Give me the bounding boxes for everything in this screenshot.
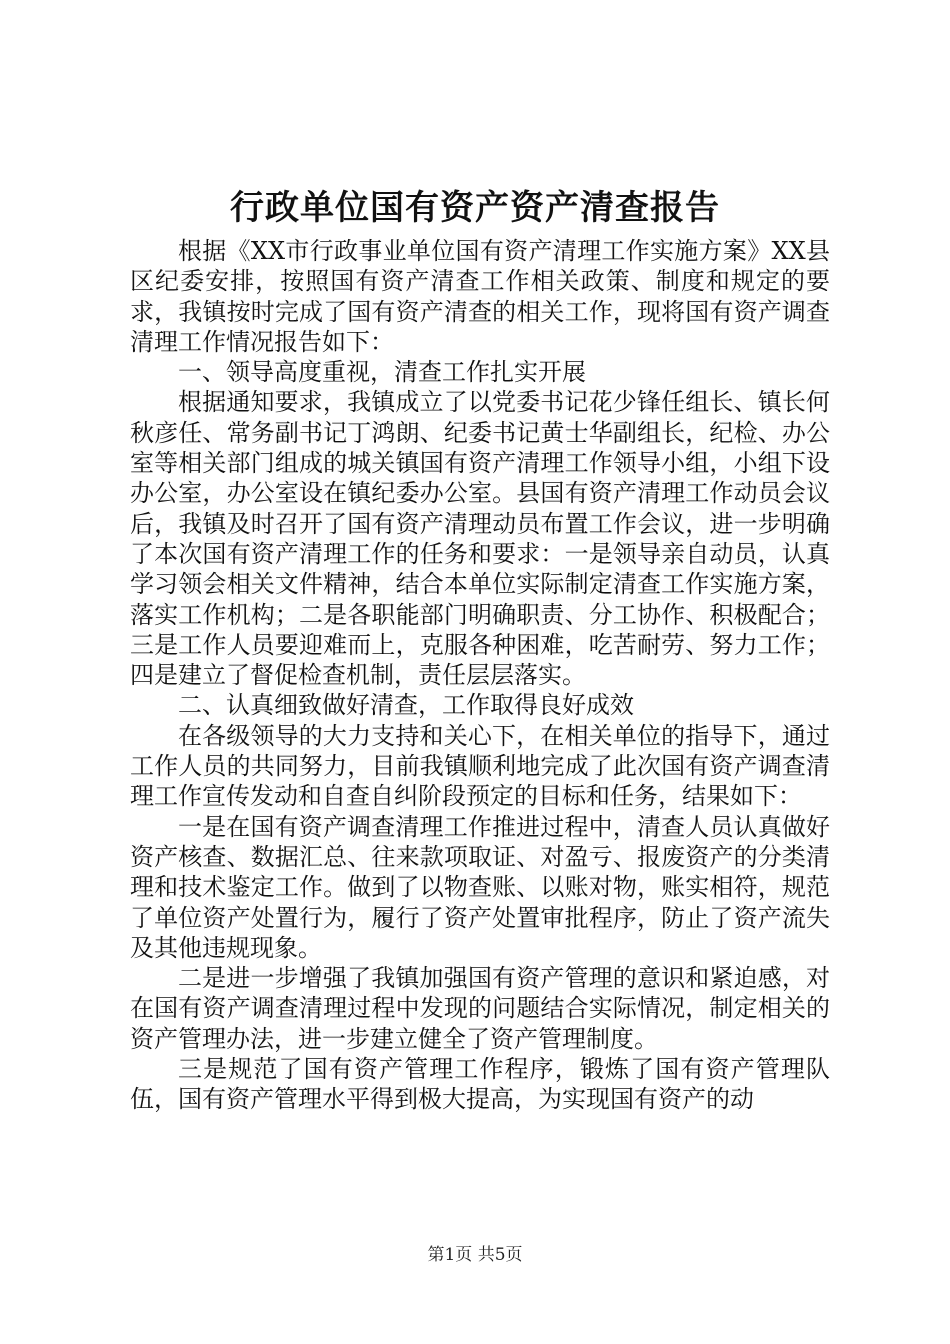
section-heading-2: 二、认真细致做好清查，工作取得良好成效 (178, 691, 634, 720)
paragraph-result-1: 一是在国有资产调查清理工作推进过程中，清查人员认真做好资产核查、数据汇总、往来款项取证、对盈亏、报废资产的分类清理和技术鉴定工作。做到了以物查账、以账对物，账实相符，规范了单位资产处置行为，履行了资产处置审批程序，防止了资产流失及其他违规现象。 (130, 812, 830, 962)
paragraph-result-3: 三是规范了国有资产管理工作程序，锻炼了国有资产管理队伍，国有资产管理水平得到极大提高，为实现国有资产的动 (130, 1055, 830, 1114)
document-title: 行政单位国有资产资产清查报告 (230, 188, 720, 228)
paragraph-intro: 根据《XX市行政事业单位国有资产清理工作实施方案》XX县区纪委安排，按照国有资产清查工作相关政策、制度和规定的要求，我镇按时完成了国有资产清查的相关工作，现将国有资产调查清理工作情况报告如下： (130, 237, 830, 356)
document-body (130, 236, 830, 1115)
paragraph-results-intro: 在各级领导的大力支持和关心下，在相关单位的指导下，通过工作人员的共同努力，目前我镇顺利地完成了此次国有资产调查清理工作宣传发动和自查自纠阶段预定的目标和任务，结果如下： (130, 721, 830, 811)
paragraph-leadership: 根据通知要求，我镇成立了以党委书记花少锋任组长、镇长何秋彦任、常务副书记丁鸿朗、纪委书记黄士华副组长，纪检、办公室等相关部门组成的城关镇国有资产清理工作领导小组，小组下设办公室，办公室设在镇纪委办公室。县国有资产清理工作动员会议后，我镇及时召开了国有资产清理动员布置工作会议，进一步明确了本次国有资产清理工作的任务和要求：一是领导亲自动员，认真学习领会相关文件精神，结合本单位实际制定清查工作实施方案，落实工作机构；二是各职能部门明确职责、分工协作、积极配合；三是工作人员要迎难而上，克服各种困难，吃苦耐劳、努力工作；四是建立了督促检查机制，责任层层落实。 (130, 388, 830, 690)
page-number-footer: 第1页 共5页 (427, 1245, 523, 1265)
section-heading-1: 一、领导高度重视，清查工作扎实开展 (178, 358, 586, 387)
paragraph-result-2: 二是进一步增强了我镇加强国有资产管理的意识和紧迫感，对在国有资产调查清理过程中发现的问题结合实际情况，制定相关的资产管理办法，进一步建立健全了资产管理制度。 (130, 964, 830, 1053)
